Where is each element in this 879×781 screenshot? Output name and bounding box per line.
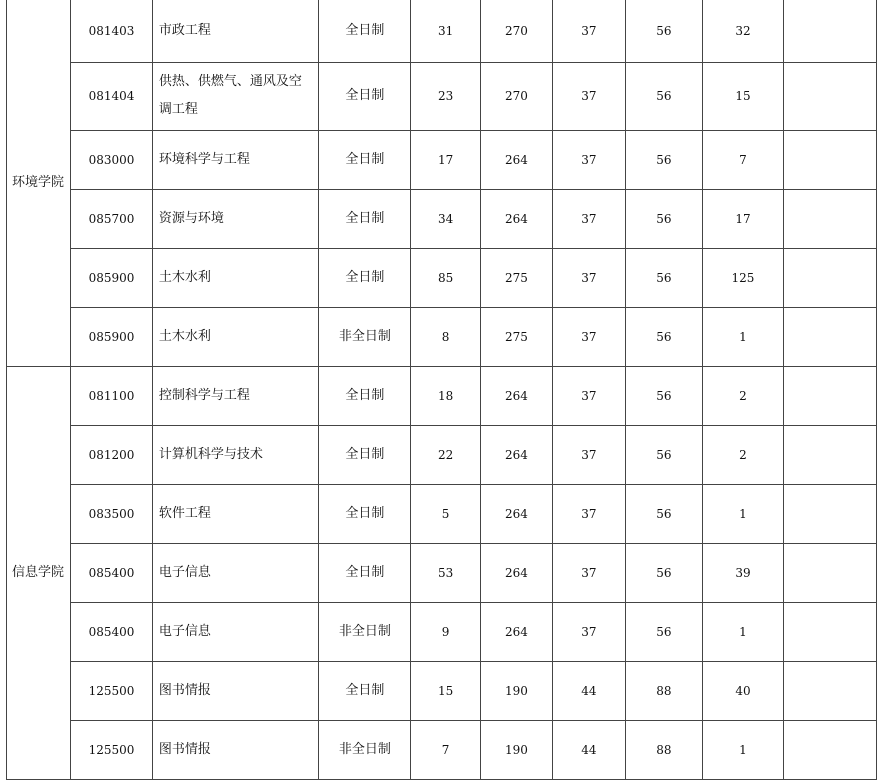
total-score-cell: 275 [480,307,552,366]
major-line: 供热、供燃气、通风及空 [158,74,302,89]
code-cell: 085400 [71,602,153,661]
note-cell [783,602,876,661]
count-cell: 85 [411,248,480,307]
mode-cell: 全日制 [319,0,411,62]
admit-cell: 2 [703,366,784,425]
code-cell: 081404 [71,62,153,130]
score-a-cell: 37 [553,189,625,248]
major-cell: 图书情报 [152,720,319,779]
note-cell [783,484,876,543]
score-a-cell: 37 [553,130,625,189]
code-cell: 083000 [71,130,153,189]
table-row [7,0,877,62]
code-cell: 081200 [71,425,153,484]
admit-cell: 2 [703,425,784,484]
college-cell: 环境学院 [7,0,71,366]
note-cell [783,0,876,62]
score-b-cell: 56 [625,307,703,366]
table-row [7,543,877,602]
score-a-cell: 37 [553,62,625,130]
score-a-cell: 37 [553,248,625,307]
admission-table [6,0,877,780]
admit-cell: 39 [703,543,784,602]
score-b-cell: 88 [625,720,703,779]
major-cell: 土木水利 [152,248,319,307]
note-cell [783,661,876,720]
table-row [7,307,877,366]
total-score-cell: 264 [480,130,552,189]
mode-cell: 全日制 [319,248,411,307]
count-cell: 17 [411,130,480,189]
table-row [7,248,877,307]
score-b-cell: 56 [625,484,703,543]
major-cell: 软件工程 [152,484,319,543]
total-score-cell: 264 [480,425,552,484]
total-score-cell: 270 [480,0,552,62]
mode-cell: 非全日制 [319,602,411,661]
code-cell: 085900 [71,307,153,366]
note-cell [783,248,876,307]
note-cell [783,543,876,602]
mode-cell: 全日制 [319,62,411,130]
admit-cell: 40 [703,661,784,720]
admit-cell: 1 [703,602,784,661]
table-row [7,720,877,779]
score-b-cell: 56 [625,425,703,484]
code-cell: 125500 [71,661,153,720]
code-cell: 085400 [71,543,153,602]
mode-cell: 全日制 [319,366,411,425]
score-b-cell: 88 [625,661,703,720]
admit-cell: 32 [703,0,784,62]
major-cell: 资源与环境 [152,189,319,248]
table-row [7,661,877,720]
major-cell: 图书情报 [152,661,319,720]
code-cell: 081100 [71,366,153,425]
total-score-cell: 270 [480,62,552,130]
note-cell [783,720,876,779]
score-a-cell: 37 [553,307,625,366]
mode-cell: 全日制 [319,425,411,484]
note-cell [783,307,876,366]
note-cell [783,425,876,484]
count-cell: 23 [411,62,480,130]
score-b-cell: 56 [625,602,703,661]
count-cell: 53 [411,543,480,602]
score-a-cell: 37 [553,543,625,602]
major-cell: 电子信息 [152,543,319,602]
code-cell: 081403 [71,0,153,62]
note-cell [783,366,876,425]
count-cell: 9 [411,602,480,661]
note-cell [783,189,876,248]
count-cell: 18 [411,366,480,425]
code-cell: 085700 [71,189,153,248]
score-b-cell: 56 [625,189,703,248]
mode-cell: 全日制 [319,189,411,248]
total-score-cell: 264 [480,366,552,425]
college-cell: 信息学院 [7,366,71,779]
mode-cell: 全日制 [319,661,411,720]
score-b-cell: 56 [625,130,703,189]
total-score-cell: 264 [480,189,552,248]
code-cell: 085900 [71,248,153,307]
score-a-cell: 37 [553,602,625,661]
note-cell [783,62,876,130]
total-score-cell: 264 [480,484,552,543]
table-row [7,62,877,130]
table-row [7,602,877,661]
mode-cell: 全日制 [319,543,411,602]
table-row [7,130,877,189]
mode-cell: 非全日制 [319,307,411,366]
note-cell [783,130,876,189]
count-cell: 8 [411,307,480,366]
score-a-cell: 37 [553,425,625,484]
total-score-cell: 275 [480,248,552,307]
score-a-cell: 44 [553,661,625,720]
score-b-cell: 56 [625,248,703,307]
count-cell: 15 [411,661,480,720]
admit-cell: 1 [703,484,784,543]
major-cell: 控制科学与工程 [152,366,319,425]
total-score-cell: 264 [480,602,552,661]
admit-cell: 1 [703,720,784,779]
mode-cell: 非全日制 [319,720,411,779]
code-cell: 125500 [71,720,153,779]
major-cell: 电子信息 [152,602,319,661]
admit-cell: 7 [703,130,784,189]
table-row [7,484,877,543]
score-b-cell: 56 [625,543,703,602]
mode-cell: 全日制 [319,130,411,189]
table-row [7,366,877,425]
admit-cell: 17 [703,189,784,248]
major-cell [152,62,319,130]
score-b-cell: 56 [625,62,703,130]
code-cell: 083500 [71,484,153,543]
score-a-cell: 37 [553,366,625,425]
count-cell: 22 [411,425,480,484]
score-a-cell: 37 [553,484,625,543]
score-b-cell: 56 [625,0,703,62]
major-cell: 市政工程 [152,0,319,62]
score-b-cell: 56 [625,366,703,425]
count-cell: 7 [411,720,480,779]
count-cell: 5 [411,484,480,543]
total-score-cell: 264 [480,543,552,602]
score-a-cell: 44 [553,720,625,779]
table-row [7,189,877,248]
score-a-cell: 37 [553,0,625,62]
total-score-cell: 190 [480,720,552,779]
major-line: 调工程 [158,102,198,117]
admit-cell: 1 [703,307,784,366]
major-cell: 计算机科学与技术 [152,425,319,484]
major-cell: 环境科学与工程 [152,130,319,189]
table-row [7,425,877,484]
total-score-cell: 190 [480,661,552,720]
admit-cell: 125 [703,248,784,307]
count-cell: 31 [411,0,480,62]
admit-cell: 15 [703,62,784,130]
major-cell: 土木水利 [152,307,319,366]
count-cell: 34 [411,189,480,248]
mode-cell: 全日制 [319,484,411,543]
